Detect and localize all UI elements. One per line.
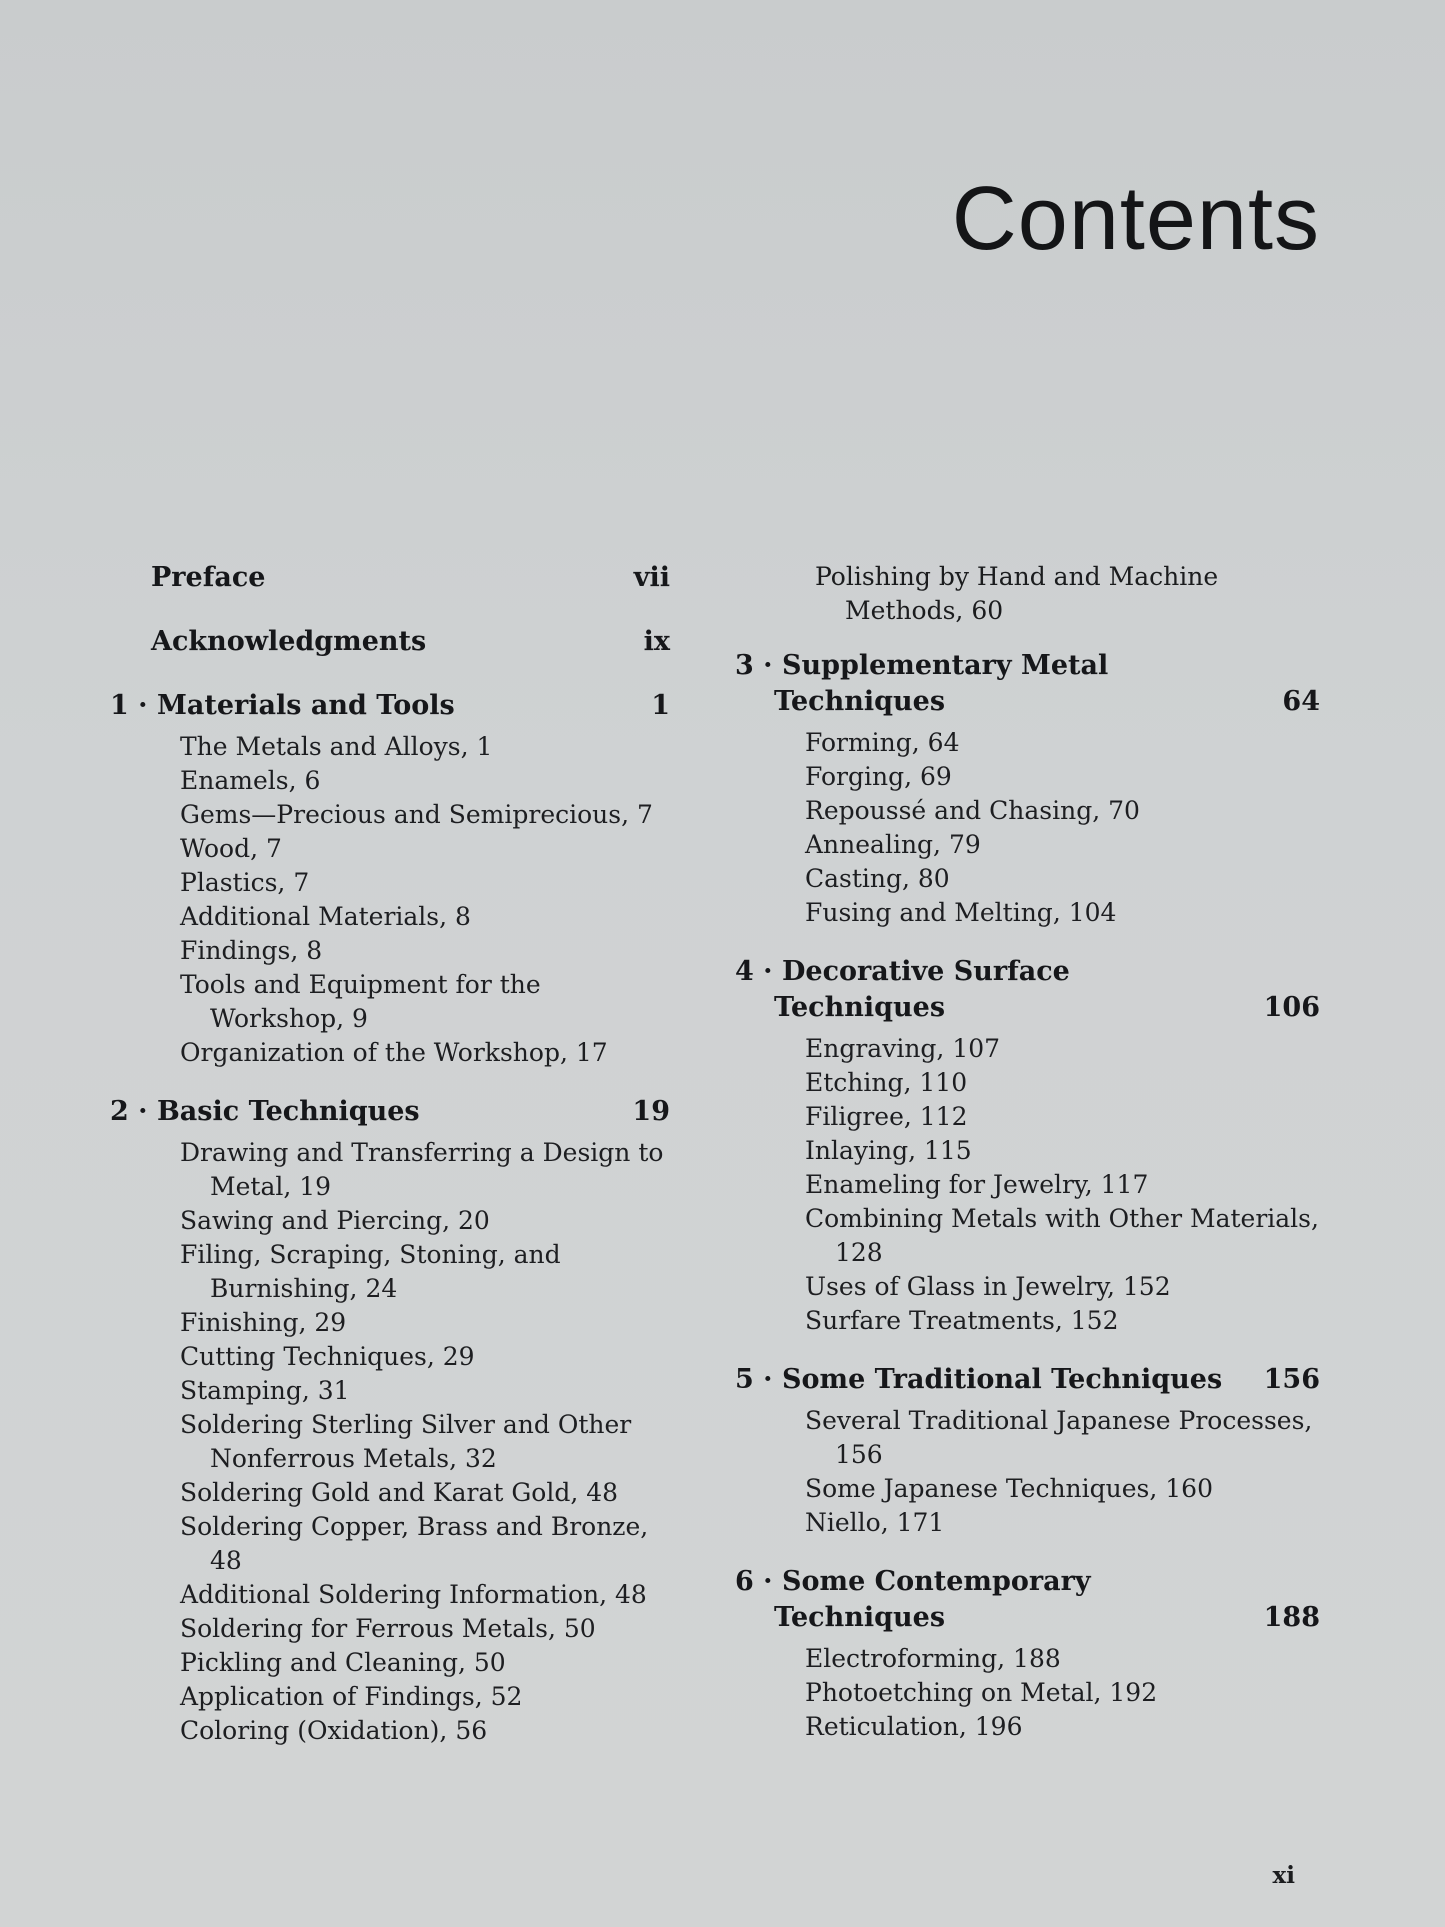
front-matter-title[interactable]: Preface bbox=[151, 562, 266, 593]
toc-right-column bbox=[735, 560, 1320, 1768]
section-list bbox=[735, 1642, 1320, 1744]
section-entry[interactable]: Filigree, 112 bbox=[805, 1102, 968, 1131]
section-entry[interactable]: Casting, 80 bbox=[805, 864, 950, 893]
chapter-1 bbox=[110, 688, 670, 1070]
section-entry[interactable]: Repoussé and Chasing, 70 bbox=[805, 796, 1140, 825]
chapter-page: 106 bbox=[1263, 992, 1320, 1023]
toc-left-column bbox=[110, 560, 670, 1772]
front-matter-page: vii bbox=[633, 562, 670, 593]
section-entry[interactable]: Wood, 7 bbox=[180, 834, 282, 863]
section-entry[interactable]: Soldering for Ferrous Metals, 50 bbox=[180, 1614, 596, 1643]
page-title: Contents bbox=[951, 169, 1320, 269]
front-matter-acknowledgments bbox=[110, 624, 670, 660]
section-entry[interactable]: Filing, Scraping, Stoning, and Burnishing, 24 bbox=[180, 1240, 561, 1303]
section-entry[interactable]: Photoetching on Metal, 192 bbox=[805, 1678, 1158, 1707]
section-list bbox=[110, 1136, 670, 1748]
section-entry[interactable]: Uses of Glass in Jewelry, 152 bbox=[805, 1272, 1171, 1301]
section-entry[interactable]: Organization of the Workshop, 17 bbox=[180, 1038, 608, 1067]
section-entry[interactable]: Some Japanese Techniques, 160 bbox=[805, 1474, 1213, 1503]
section-entry[interactable]: Plastics, 7 bbox=[180, 868, 310, 897]
section-entry[interactable]: The Metals and Alloys, 1 bbox=[180, 732, 493, 761]
section-entry[interactable]: Sawing and Piercing, 20 bbox=[180, 1206, 490, 1235]
section-list bbox=[110, 730, 670, 1070]
section-entry[interactable]: Soldering Copper, Brass and Bronze, 48 bbox=[180, 1512, 649, 1575]
section-entry[interactable]: Enameling for Jewelry, 117 bbox=[805, 1170, 1149, 1199]
section-entry[interactable]: Combining Metals with Other Materials, 128 bbox=[805, 1204, 1319, 1267]
chapter-page: 156 bbox=[1263, 1364, 1320, 1395]
section-entry[interactable]: Electroforming, 188 bbox=[805, 1644, 1061, 1673]
section-entry[interactable]: Fusing and Melting, 104 bbox=[805, 898, 1117, 927]
chapter-title[interactable]: 2 · Basic Techniques bbox=[110, 1096, 420, 1127]
chapter-4 bbox=[735, 954, 1320, 1338]
section-entry[interactable]: Forging, 69 bbox=[805, 762, 952, 791]
section-entry[interactable]: Finishing, 29 bbox=[180, 1308, 347, 1337]
section-entry[interactable]: Forming, 64 bbox=[805, 728, 960, 757]
chapter-title[interactable]: 1 · Materials and Tools bbox=[110, 690, 455, 721]
section-entry[interactable]: Reticulation, 196 bbox=[805, 1712, 1023, 1741]
section-entry[interactable]: Polishing by Hand and Machine Methods, 60 bbox=[815, 562, 1219, 625]
section-entry[interactable]: Coloring (Oxidation), 56 bbox=[180, 1716, 488, 1745]
section-entry[interactable]: Tools and Equipment for the Workshop, 9 bbox=[180, 970, 541, 1033]
chapter-title[interactable]: 5 · Some Traditional Techniques bbox=[735, 1364, 1223, 1395]
chapter-page: 64 bbox=[1282, 686, 1320, 717]
section-entry[interactable]: Inlaying, 115 bbox=[805, 1136, 972, 1165]
section-entry[interactable]: Additional Materials, 8 bbox=[180, 902, 471, 931]
section-entry[interactable]: Soldering Gold and Karat Gold, 48 bbox=[180, 1478, 619, 1507]
front-matter-page: ix bbox=[643, 626, 670, 657]
section-entry[interactable]: Findings, 8 bbox=[180, 936, 323, 965]
section-entry[interactable]: Annealing, 79 bbox=[805, 830, 981, 859]
chapter-page: 188 bbox=[1263, 1602, 1320, 1633]
section-entry[interactable]: Niello, 171 bbox=[805, 1508, 945, 1537]
section-list bbox=[735, 1404, 1320, 1540]
section-entry[interactable]: Application of Findings, 52 bbox=[180, 1682, 523, 1711]
section-entry[interactable]: Gems—Precious and Semiprecious, 7 bbox=[180, 800, 653, 829]
chapter-2 bbox=[110, 1094, 670, 1748]
chapter-3 bbox=[735, 648, 1320, 930]
section-entry[interactable]: Drawing and Transferring a Design to Metal, 19 bbox=[180, 1138, 664, 1201]
section-entry[interactable]: Etching, 110 bbox=[805, 1068, 968, 1097]
section-entry[interactable]: Additional Soldering Information, 48 bbox=[180, 1580, 647, 1609]
chapter-title[interactable]: 6 · Some Contemporary Techniques bbox=[735, 1566, 1091, 1633]
section-list bbox=[735, 1032, 1320, 1338]
chapter-title[interactable]: 4 · Decorative Surface Techniques bbox=[735, 956, 1070, 1023]
front-matter-preface bbox=[110, 560, 670, 596]
chapter-page: 19 bbox=[632, 1096, 670, 1127]
front-matter-title[interactable]: Acknowledgments bbox=[151, 626, 427, 657]
section-entry[interactable]: Soldering Sterling Silver and Other Nonferrous Metals, 32 bbox=[180, 1410, 632, 1473]
chapter-title[interactable]: 3 · Supplementary Metal Techniques bbox=[735, 650, 1109, 717]
section-list-continued bbox=[735, 560, 1320, 628]
section-list bbox=[735, 726, 1320, 930]
section-entry[interactable]: Several Traditional Japanese Processes, 156 bbox=[805, 1406, 1313, 1469]
section-entry[interactable]: Enamels, 6 bbox=[180, 766, 321, 795]
chapter-page: 1 bbox=[651, 690, 670, 721]
chapter-6 bbox=[735, 1564, 1320, 1744]
section-entry[interactable]: Engraving, 107 bbox=[805, 1034, 1001, 1063]
section-entry[interactable]: Surfare Treatments, 152 bbox=[805, 1306, 1119, 1335]
page-number: xi bbox=[1272, 1862, 1295, 1889]
chapter-5 bbox=[735, 1362, 1320, 1540]
section-entry[interactable]: Stamping, 31 bbox=[180, 1376, 350, 1405]
section-entry[interactable]: Cutting Techniques, 29 bbox=[180, 1342, 475, 1371]
section-entry[interactable]: Pickling and Cleaning, 50 bbox=[180, 1648, 506, 1677]
